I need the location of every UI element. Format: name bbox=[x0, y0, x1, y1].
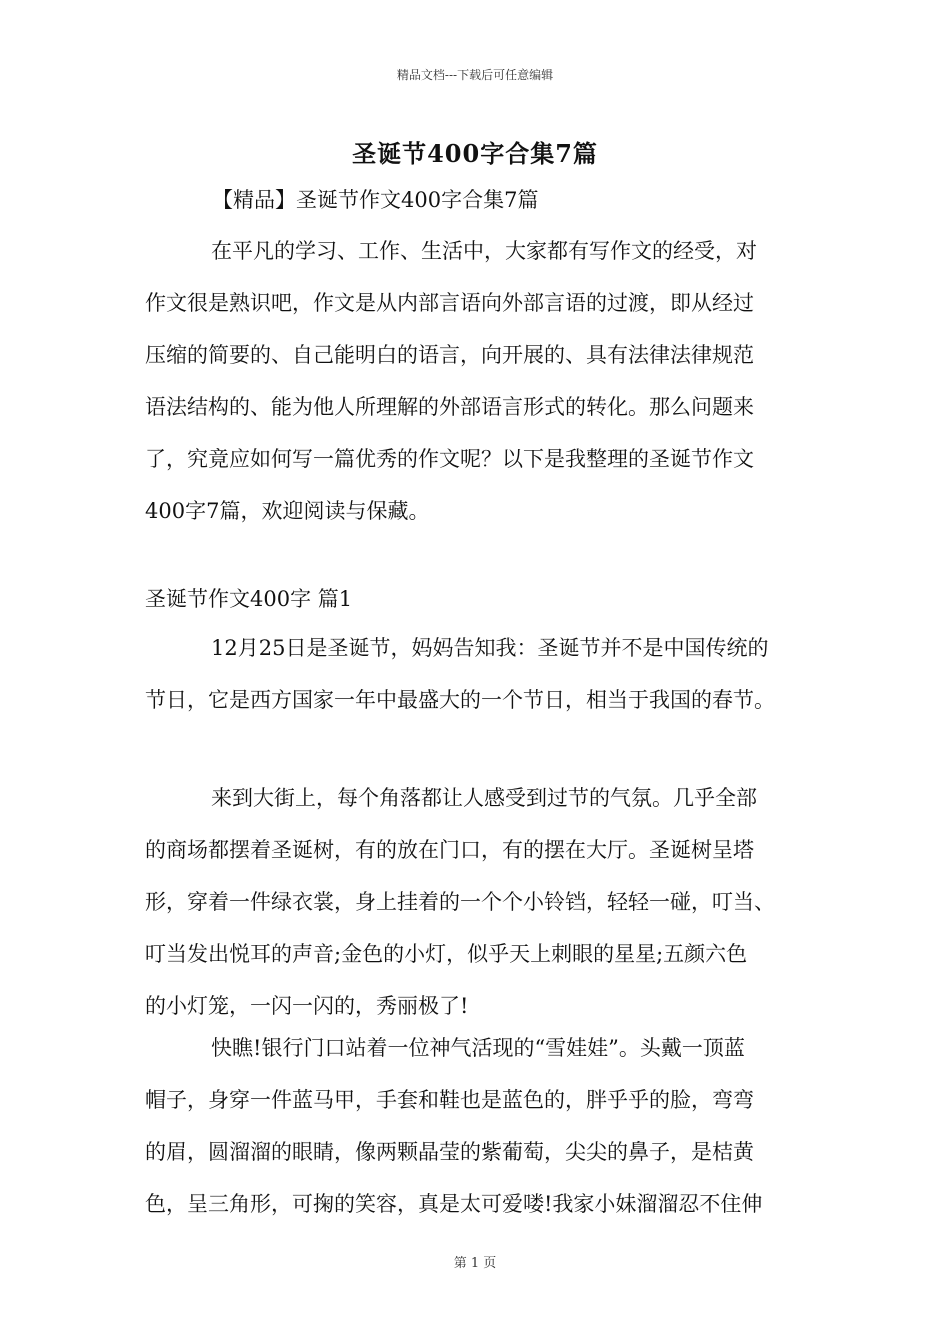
paragraph-line: 节日，它是西方国家一年中最盛大的一个节日，相当于我国的春节。 bbox=[145, 688, 775, 712]
header-note: 精品文档---下载后可任意编辑 bbox=[396, 68, 554, 82]
paragraph-line: 的小灯笼，一闪一闪的，秀丽极了! bbox=[145, 994, 469, 1018]
intro-line: 400字7篇，欢迎阅读与保藏。 bbox=[145, 499, 430, 523]
paragraph-line: 的眉，圆溜溜的眼睛，像两颗晶莹的紫葡萄，尖尖的鼻子，是桔黄 bbox=[145, 1140, 754, 1164]
paragraph-line: 帽子，身穿一件蓝马甲，手套和鞋也是蓝色的，胖乎乎的脸，弯弯 bbox=[145, 1088, 754, 1112]
paragraph-line: 色，呈三角形，可掬的笑容，真是太可爱喽!我家小妹溜溜忍不住伸 bbox=[145, 1192, 763, 1216]
intro-line: 了，究竟应如何写一篇优秀的作文呢？以下是我整理的圣诞节作文 bbox=[145, 447, 754, 471]
paragraph-line: 的商场都摆着圣诞树，有的放在门口，有的摆在大厅。圣诞树呈塔 bbox=[145, 838, 754, 862]
paragraph-2 bbox=[145, 772, 825, 1032]
document-subtitle: 【精品】圣诞节作文400字合集7篇 bbox=[212, 188, 539, 212]
paragraph-line: 叮当发出悦耳的声音;金色的小灯，似乎天上刺眼的星星;五颜六色 bbox=[145, 942, 748, 966]
page-number: 第 1 页 bbox=[453, 1256, 497, 1271]
paragraph-line: 来到大街上，每个角落都让人感受到过节的气氛。几乎全部 bbox=[211, 786, 757, 810]
paragraph-line: 快瞧!银行门口站着一位神气活现的“雪娃娃”。头戴一顶蓝 bbox=[211, 1036, 745, 1060]
paragraph-line: 12月25日是圣诞节，妈妈告知我：圣诞节并不是中国传统的 bbox=[211, 636, 769, 660]
intro-line: 作文很是熟识吧，作文是从内部言语向外部言语的过渡，即从经过 bbox=[145, 291, 754, 315]
intro-line: 在平凡的学习、工作、生活中，大家都有写作文的经受，对 bbox=[211, 239, 757, 263]
paragraph-3 bbox=[145, 1022, 825, 1230]
paragraph-1 bbox=[145, 622, 825, 726]
intro-line: 压缩的简要的、自己能明白的语言，向开展的、具有法律法律规范 bbox=[145, 343, 754, 367]
paragraph-line: 形，穿着一件绿衣裳，身上挂着的一个个小铃铛，轻轻一碰，叮当、 bbox=[145, 890, 775, 914]
intro-paragraph bbox=[145, 225, 825, 537]
document-title: 圣诞节400字合集7篇 bbox=[352, 139, 598, 168]
intro-line: 语法结构的、能为他人所理解的外部语言形式的转化。那么问题来 bbox=[145, 395, 754, 419]
section-heading: 圣诞节作文400字 篇1 bbox=[145, 587, 353, 611]
